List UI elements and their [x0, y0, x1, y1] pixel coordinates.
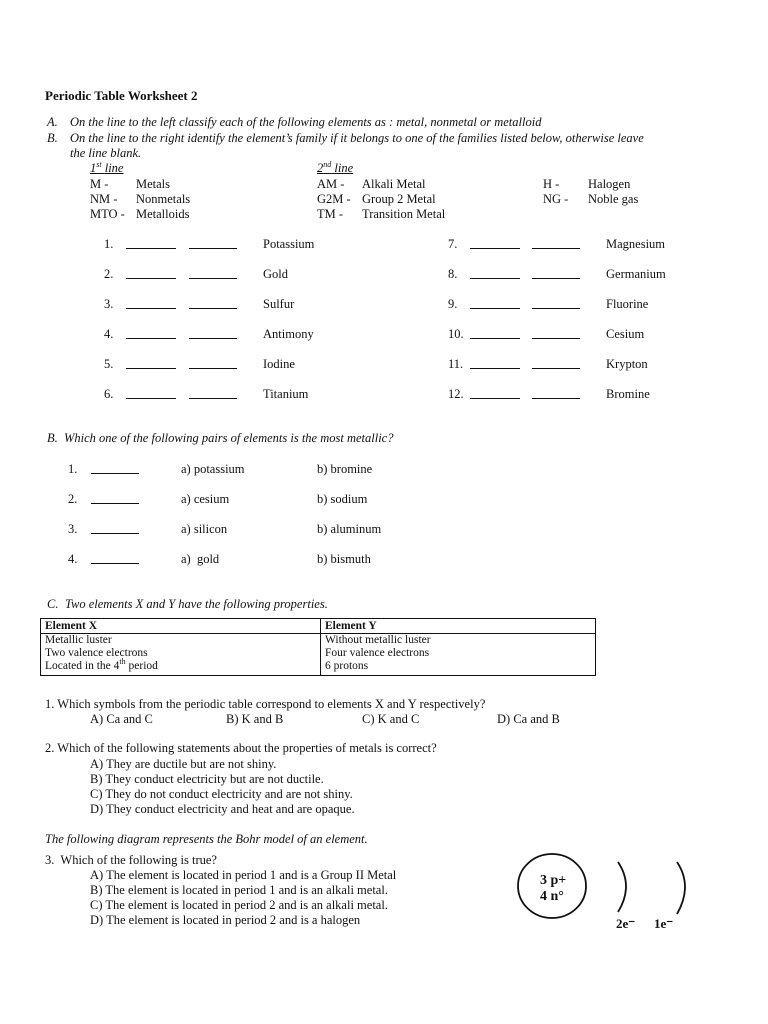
- legend-name: Alkali Metal: [362, 177, 426, 191]
- y-property: 6 protons: [325, 660, 369, 672]
- element-row: [0, 327, 768, 343]
- legend-code: G2M -: [317, 192, 351, 206]
- legend-code: M -: [90, 177, 109, 191]
- family-blank[interactable]: [189, 237, 237, 249]
- pair-option-b: b) bromine: [317, 462, 373, 476]
- pair-option-a: a) silicon: [181, 522, 228, 536]
- pair-option-b: b) bismuth: [317, 552, 371, 566]
- element-number: 8.: [448, 267, 458, 281]
- section-b-marker: B.: [47, 431, 58, 445]
- question-1-stem: 1. Which symbols from the periodic table correspond to elements X and Y respectively?: [45, 697, 486, 711]
- element-name: Magnesium: [606, 237, 666, 251]
- question-3-choice[interactable]: D) The element is located in period 2 and is a halogen: [90, 913, 361, 927]
- element-name: Krypton: [606, 357, 648, 371]
- y-property: Without metallic luster: [325, 634, 431, 646]
- element-row: [0, 387, 768, 403]
- classification-blank[interactable]: [126, 267, 176, 279]
- element-number: 3.: [104, 297, 114, 311]
- question-2-choice[interactable]: D) They conduct electricity and heat and are opaque.: [90, 802, 355, 816]
- element-x-properties: [41, 634, 321, 676]
- properties-table: [40, 618, 596, 676]
- bohr-model-diagram: [510, 852, 690, 942]
- pair-option-a: a) cesium: [181, 492, 230, 506]
- classification-blank[interactable]: [126, 357, 176, 369]
- question-3-stem: 3. Which of the following is true?: [45, 853, 217, 867]
- classification-blank[interactable]: [470, 237, 520, 249]
- element-name: Cesium: [606, 327, 645, 341]
- pair-option-b: b) aluminum: [317, 522, 382, 536]
- family-blank[interactable]: [189, 267, 237, 279]
- element-name: Potassium: [263, 237, 315, 251]
- element-name: Titanium: [263, 387, 309, 401]
- legend-code: H -: [543, 177, 560, 191]
- element-number: 12.: [448, 387, 464, 401]
- family-blank[interactable]: [189, 387, 237, 399]
- legend-name: Transition Metal: [362, 207, 446, 221]
- classification-blank[interactable]: [470, 267, 520, 279]
- element-number: 6.: [104, 387, 114, 401]
- element-number: 1.: [104, 237, 114, 251]
- family-blank[interactable]: [189, 297, 237, 309]
- electron-shell-2: [677, 862, 685, 914]
- legend-code: AM -: [317, 177, 345, 191]
- x-property: Located in the 4th period: [45, 657, 158, 672]
- element-y-properties: [321, 634, 596, 676]
- family-blank[interactable]: [532, 267, 580, 279]
- neutrons-label: 4 n°: [540, 889, 564, 904]
- classification-blank[interactable]: [470, 357, 520, 369]
- element-number: 11.: [448, 357, 464, 371]
- family-blank[interactable]: [532, 297, 580, 309]
- answer-blank[interactable]: [91, 492, 139, 504]
- family-blank[interactable]: [532, 327, 580, 339]
- pair-row: [0, 492, 768, 508]
- answer-blank[interactable]: [91, 462, 139, 474]
- legend-first-line-header: 1st line: [90, 159, 124, 175]
- question-2-choice[interactable]: B) They conduct electricity but are not ductile.: [90, 772, 324, 786]
- pair-row: [0, 522, 768, 538]
- element-number: 2.: [104, 267, 114, 281]
- pair-number: 2.: [68, 492, 78, 506]
- question-2-stem: 2. Which of the following statements about the properties of metals is correct?: [45, 741, 437, 755]
- electron-shell-1: [618, 862, 626, 912]
- element-name: Sulfur: [263, 297, 295, 311]
- legend-name: Noble gas: [588, 192, 639, 206]
- element-row: [0, 237, 768, 253]
- question-1-choice[interactable]: D) Ca and B: [497, 712, 560, 726]
- answer-blank[interactable]: [91, 552, 139, 564]
- classification-blank[interactable]: [126, 297, 176, 309]
- instruction-b-text-1: On the line to the right identify the element’s family if it belongs to one of the families listed below, otherwise leave: [70, 131, 644, 145]
- classification-blank[interactable]: [126, 237, 176, 249]
- legend-name: Metals: [136, 177, 171, 191]
- pair-option-a: a) potassium: [181, 462, 245, 476]
- instruction-a-text: On the line to the left classify each of the following elements as : metal, nonmetal or metalloid: [70, 115, 542, 129]
- family-blank[interactable]: [532, 387, 580, 399]
- instruction-a-marker: A.: [47, 115, 58, 129]
- classification-blank[interactable]: [470, 387, 520, 399]
- protons-label: 3 p+: [540, 873, 567, 888]
- question-1-choice[interactable]: B) K and B: [226, 712, 284, 726]
- family-blank[interactable]: [189, 357, 237, 369]
- question-3-choice[interactable]: A) The element is located in period 1 and is a Group II Metal: [90, 868, 397, 882]
- classification-blank[interactable]: [126, 327, 176, 339]
- pair-option-b: b) sodium: [317, 492, 368, 506]
- x-property: Metallic luster: [45, 634, 112, 646]
- family-blank[interactable]: [532, 237, 580, 249]
- section-c-question: Two elements X and Y have the following properties.: [65, 597, 328, 611]
- legend-name: Halogen: [588, 177, 631, 191]
- element-number: 9.: [448, 297, 458, 311]
- legend-name: Group 2 Metal: [362, 192, 436, 206]
- pair-row: [0, 552, 768, 568]
- element-name: Bromine: [606, 387, 650, 401]
- pair-number: 1.: [68, 462, 78, 476]
- shell-1-electrons: 2e⁻: [616, 916, 636, 931]
- element-name: Iodine: [263, 357, 295, 371]
- pair-number: 3.: [68, 522, 78, 536]
- section-b-question: Which one of the following pairs of elements is the most metallic?: [64, 431, 394, 445]
- pair-number: 4.: [68, 552, 78, 566]
- element-row: [0, 297, 768, 313]
- question-3-choice[interactable]: C) The element is located in period 2 and is an alkali metal.: [90, 898, 388, 912]
- instruction-b-marker: B.: [47, 131, 58, 145]
- x-property: Two valence electrons: [45, 647, 148, 659]
- classification-blank[interactable]: [126, 387, 176, 399]
- element-name: Germanium: [606, 267, 666, 281]
- element-number: 5.: [104, 357, 114, 371]
- pair-row: [0, 462, 768, 478]
- family-blank[interactable]: [532, 357, 580, 369]
- legend-code: TM -: [317, 207, 344, 221]
- legend-name: Metalloids: [136, 207, 190, 221]
- element-name: Gold: [263, 267, 288, 281]
- question-3-intro: The following diagram represents the Bohr model of an element.: [45, 832, 368, 846]
- legend-code: NG -: [543, 192, 569, 206]
- page-title: Periodic Table Worksheet 2: [45, 88, 198, 103]
- answer-blank[interactable]: [91, 522, 139, 534]
- family-blank[interactable]: [189, 327, 237, 339]
- legend-code: NM -: [90, 192, 118, 206]
- y-property: Four valence electrons: [325, 647, 430, 659]
- classification-blank[interactable]: [470, 297, 520, 309]
- question-2-choice[interactable]: A) They are ductile but are not shiny.: [90, 757, 277, 771]
- element-number: 4.: [104, 327, 114, 341]
- table-header-y: Element Y: [321, 619, 596, 634]
- question-2-choice[interactable]: C) They do not conduct electricity and are not shiny.: [90, 787, 353, 801]
- element-row: [0, 267, 768, 283]
- legend-second-line-header: 2nd line: [317, 159, 354, 175]
- legend-code: MTO -: [90, 207, 125, 221]
- section-c-marker: C.: [47, 597, 59, 611]
- question-1-choice[interactable]: C) K and C: [362, 712, 420, 726]
- legend-name: Nonmetals: [136, 192, 191, 206]
- question-1-choice[interactable]: A) Ca and C: [90, 712, 153, 726]
- element-row: [0, 357, 768, 373]
- element-number: 7.: [448, 237, 458, 251]
- element-number: 10.: [448, 327, 464, 341]
- pair-option-a: a) gold: [181, 552, 220, 566]
- element-name: Fluorine: [606, 297, 649, 311]
- classification-blank[interactable]: [470, 327, 520, 339]
- element-name: Antimony: [263, 327, 314, 341]
- shell-2-electrons: 1e⁻: [654, 916, 674, 931]
- table-header-x: Element X: [41, 619, 321, 634]
- instruction-b-text-2: the line blank.: [70, 146, 142, 160]
- question-3-choice[interactable]: B) The element is located in period 1 and is an alkali metal.: [90, 883, 388, 897]
